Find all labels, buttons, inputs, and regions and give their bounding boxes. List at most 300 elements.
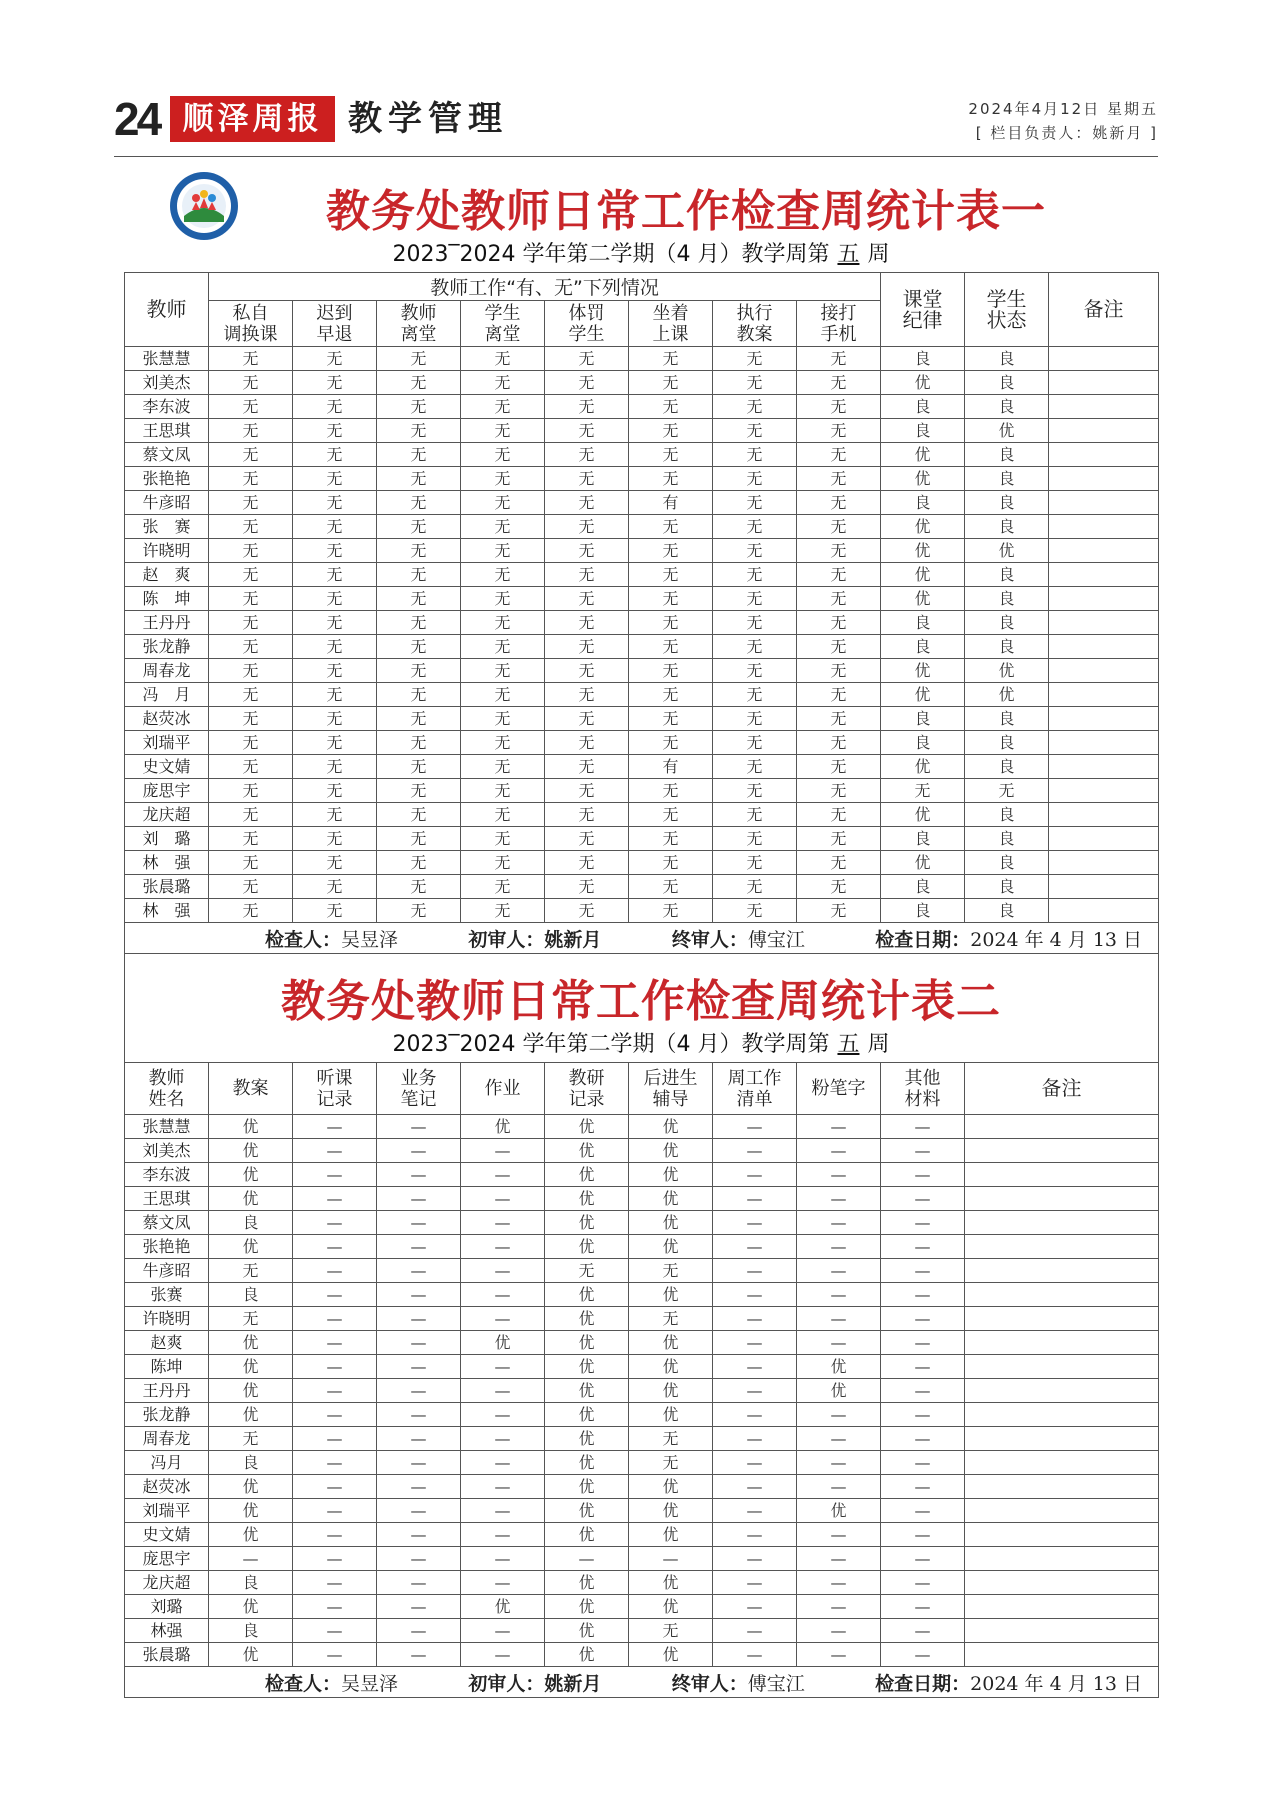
table-cell: — — [713, 1379, 797, 1403]
header-discipline-line1: 课堂 — [902, 286, 943, 311]
table-cell: 良 — [881, 707, 965, 731]
teacher-name: 刘璐 — [125, 1595, 209, 1619]
table-cell: 优 — [545, 1139, 629, 1163]
table-cell: 优 — [545, 1211, 629, 1235]
table-cell: 无 — [545, 467, 629, 491]
table-cell: 无 — [713, 635, 797, 659]
remark-cell — [965, 1643, 1159, 1667]
table-cell: — — [377, 1355, 461, 1379]
table-cell: 优 — [629, 1163, 713, 1187]
header-col-7 — [797, 1063, 881, 1115]
table-cell: 无 — [713, 611, 797, 635]
table-cell: — — [377, 1115, 461, 1139]
table-row — [125, 1547, 1159, 1571]
table-cell: 优 — [629, 1595, 713, 1619]
table-cell: 优 — [209, 1235, 293, 1259]
remark-cell — [1049, 659, 1159, 683]
teacher-name: 王丹丹 — [125, 1379, 209, 1403]
table-cell: — — [293, 1331, 377, 1355]
table-cell: 无 — [293, 851, 377, 875]
table-cell: 优 — [545, 1379, 629, 1403]
table-cell: — — [881, 1499, 965, 1523]
table-cell: 优 — [545, 1523, 629, 1547]
table-row — [125, 1475, 1159, 1499]
table-cell: 优 — [881, 515, 965, 539]
header-state-line2: 状态 — [986, 307, 1027, 332]
table-row — [125, 1355, 1159, 1379]
table-cell: — — [461, 1427, 545, 1451]
table-cell: — — [881, 1115, 965, 1139]
table-cell: 优 — [545, 1187, 629, 1211]
table-cell: — — [293, 1427, 377, 1451]
header-col-6 — [713, 301, 797, 347]
table-cell: — — [797, 1187, 881, 1211]
table-cell: 无 — [461, 731, 545, 755]
table-cell: — — [293, 1139, 377, 1163]
table-cell: — — [293, 1499, 377, 1523]
table-cell: 优 — [209, 1187, 293, 1211]
checker-name: 吴昱泽 — [341, 928, 399, 951]
table-cell: 无 — [713, 731, 797, 755]
table-cell: 无 — [461, 899, 545, 923]
table-row — [125, 1427, 1159, 1451]
table2-subtitle-prefix: 2023‾2024 学年第二学期（4 月）教学周第 — [392, 1032, 830, 1057]
teacher-name: 牛彦昭 — [125, 1259, 209, 1283]
table-cell: 无 — [545, 1259, 629, 1283]
teacher-name: 刘美杰 — [125, 371, 209, 395]
table-row — [125, 1139, 1159, 1163]
header-col-line: 后进生 — [643, 1067, 698, 1089]
table-cell: 优 — [629, 1643, 713, 1667]
table-cell: 优 — [209, 1355, 293, 1379]
table-cell: 无 — [209, 443, 293, 467]
table-cell: 优 — [461, 1331, 545, 1355]
table-cell: 优 — [629, 1379, 713, 1403]
teacher-name: 张慧慧 — [125, 347, 209, 371]
table-cell: 优 — [545, 1115, 629, 1139]
header-remark: 备注 — [965, 1063, 1159, 1115]
remark-cell — [1049, 491, 1159, 515]
table-cell: 无 — [377, 779, 461, 803]
table-cell: 无 — [461, 395, 545, 419]
table-cell: 无 — [713, 443, 797, 467]
table-cell: 良 — [965, 899, 1049, 923]
table-cell: 良 — [965, 491, 1049, 515]
table-cell: — — [881, 1619, 965, 1643]
remark-cell — [1049, 563, 1159, 587]
table-cell: 无 — [797, 395, 881, 419]
table-cell: 无 — [545, 779, 629, 803]
table-cell: 优 — [545, 1475, 629, 1499]
table-cell: — — [797, 1235, 881, 1259]
table2-title: 教务处教师日常工作检查周统计表二 — [281, 976, 1001, 1027]
table-cell: 优 — [209, 1139, 293, 1163]
table-cell: 无 — [713, 587, 797, 611]
table-cell: 无 — [545, 803, 629, 827]
table-cell: — — [377, 1499, 461, 1523]
header-col-line: 业务 — [400, 1067, 437, 1089]
table-cell: 无 — [377, 635, 461, 659]
table-cell: 无 — [209, 1427, 293, 1451]
table-cell: 无 — [545, 347, 629, 371]
table-cell: 良 — [881, 899, 965, 923]
table-cell: 优 — [629, 1403, 713, 1427]
table-cell: 无 — [797, 635, 881, 659]
table-cell: — — [713, 1283, 797, 1307]
remark-cell — [1049, 419, 1159, 443]
table-row — [125, 1163, 1159, 1187]
table-cell: 优 — [209, 1643, 293, 1667]
table-cell: 优 — [545, 1643, 629, 1667]
table-cell: 优 — [881, 803, 965, 827]
table-cell: 无 — [377, 467, 461, 491]
table-cell: 无 — [209, 779, 293, 803]
table-cell: 无 — [713, 827, 797, 851]
table-cell: — — [377, 1523, 461, 1547]
table-cell: 良 — [965, 827, 1049, 851]
table-cell: 无 — [461, 659, 545, 683]
remark-cell — [1049, 443, 1159, 467]
teacher-name: 张艳艳 — [125, 467, 209, 491]
table-cell: 无 — [797, 419, 881, 443]
table-cell: 无 — [965, 779, 1049, 803]
table-cell: — — [377, 1139, 461, 1163]
table-cell: 无 — [713, 467, 797, 491]
table-cell: — — [881, 1595, 965, 1619]
table2-week-number: 五 — [837, 1032, 860, 1057]
table-cell: 无 — [293, 899, 377, 923]
table-cell: 无 — [629, 827, 713, 851]
section-title: 教学管理 — [348, 99, 508, 139]
table-cell: — — [881, 1163, 965, 1187]
remark-cell — [965, 1547, 1159, 1571]
table-cell: — — [881, 1571, 965, 1595]
table-cell: — — [713, 1499, 797, 1523]
table-cell: — — [377, 1643, 461, 1667]
table-cell: 优 — [629, 1115, 713, 1139]
table-cell: 无 — [377, 515, 461, 539]
teacher-name: 龙庆超 — [125, 1571, 209, 1595]
table-cell: 无 — [545, 707, 629, 731]
table-cell: — — [293, 1475, 377, 1499]
remark-cell — [1049, 731, 1159, 755]
header-col-line: 手机 — [820, 323, 857, 345]
table-cell: 无 — [209, 563, 293, 587]
table-cell: 优 — [545, 1427, 629, 1451]
header-col-line: 教案 — [232, 1078, 269, 1099]
table-row — [125, 875, 1159, 899]
table-cell: 无 — [377, 659, 461, 683]
table1-subtitle-prefix: 2023‾2024 学年第二学期（4 月）教学周第 — [392, 242, 830, 267]
table-cell: 无 — [209, 587, 293, 611]
table-cell: — — [293, 1571, 377, 1595]
header-col-5 — [629, 1063, 713, 1115]
table-cell: 无 — [209, 755, 293, 779]
table-cell: — — [881, 1643, 965, 1667]
table-cell: 无 — [377, 419, 461, 443]
table-cell: — — [713, 1643, 797, 1667]
table-cell: 无 — [797, 587, 881, 611]
table-cell: 无 — [293, 755, 377, 779]
final-reviewer-label: 终审人： — [671, 928, 748, 951]
table-cell: 优 — [545, 1571, 629, 1595]
table-cell: 无 — [209, 395, 293, 419]
remark-cell — [1049, 683, 1159, 707]
table-cell: 良 — [881, 827, 965, 851]
table-cell: — — [797, 1595, 881, 1619]
table-row — [125, 563, 1159, 587]
header-col-line: 教案 — [736, 323, 773, 345]
table-cell: 无 — [293, 443, 377, 467]
header-teacher: 教师 — [125, 273, 209, 347]
header-col-1 — [293, 301, 377, 347]
table-cell: 无 — [293, 539, 377, 563]
remark-cell — [965, 1427, 1159, 1451]
header-col-2 — [377, 1063, 461, 1115]
header-col-line: 作业 — [484, 1078, 521, 1099]
table-row — [125, 1595, 1159, 1619]
table-cell: 良 — [965, 515, 1049, 539]
final-reviewer-name: 傅宝江 — [747, 928, 805, 951]
table-cell: — — [545, 1547, 629, 1571]
table-cell: 无 — [629, 1619, 713, 1643]
table-cell: 无 — [713, 899, 797, 923]
table-cell: — — [293, 1355, 377, 1379]
header-col-4 — [545, 1063, 629, 1115]
header-remark: 备注 — [1049, 273, 1159, 347]
table-cell: 无 — [629, 851, 713, 875]
table-cell: 优 — [209, 1379, 293, 1403]
header-col-line: 材料 — [904, 1088, 941, 1110]
table-cell: 无 — [797, 707, 881, 731]
table-cell: — — [881, 1283, 965, 1307]
table-cell: 无 — [629, 539, 713, 563]
table-cell: 无 — [797, 779, 881, 803]
remark-cell — [965, 1523, 1159, 1547]
teacher-name: 蔡文凤 — [125, 443, 209, 467]
table-row — [125, 827, 1159, 851]
table-cell: 无 — [293, 707, 377, 731]
table-cell: — — [461, 1187, 545, 1211]
table-cell: 良 — [965, 803, 1049, 827]
teacher-name: 庞思宇 — [125, 1547, 209, 1571]
table-cell: — — [461, 1235, 545, 1259]
teacher-name: 刘美杰 — [125, 1139, 209, 1163]
table1-subtitle — [124, 240, 1158, 270]
remark-cell — [965, 1595, 1159, 1619]
table-cell: 无 — [209, 347, 293, 371]
remark-cell — [965, 1355, 1159, 1379]
teacher-name: 蔡文凤 — [125, 1211, 209, 1235]
table-cell: 无 — [713, 707, 797, 731]
table-cell: — — [377, 1451, 461, 1475]
table-cell: 无 — [713, 419, 797, 443]
table-cell: — — [377, 1595, 461, 1619]
table-cell: — — [797, 1331, 881, 1355]
remark-cell — [965, 1331, 1159, 1355]
table-row — [125, 611, 1159, 635]
table-cell: — — [293, 1379, 377, 1403]
teacher-name: 王丹丹 — [125, 611, 209, 635]
table-cell: 良 — [881, 731, 965, 755]
table-cell: 无 — [545, 875, 629, 899]
table-cell: 无 — [209, 731, 293, 755]
table-cell: 良 — [965, 371, 1049, 395]
table-cell: 无 — [209, 683, 293, 707]
table-cell: 无 — [461, 611, 545, 635]
table-cell: — — [293, 1547, 377, 1571]
table-cell: 无 — [377, 539, 461, 563]
table-cell: 无 — [377, 443, 461, 467]
table-cell: 良 — [881, 395, 965, 419]
teacher-name: 张晨璐 — [125, 875, 209, 899]
table2-footer — [125, 1667, 1159, 1698]
table-cell: — — [377, 1235, 461, 1259]
final-reviewer-name: 傅宝江 — [747, 1672, 805, 1695]
table-cell: 无 — [293, 827, 377, 851]
header-col-line: 离堂 — [400, 323, 437, 345]
table-cell: 良 — [965, 443, 1049, 467]
paper-name-logo: 顺泽周报 — [170, 96, 335, 142]
table-cell: 优 — [545, 1307, 629, 1331]
table-cell: — — [881, 1475, 965, 1499]
table-cell: 无 — [209, 491, 293, 515]
table-row — [125, 899, 1159, 923]
table-cell: 无 — [797, 827, 881, 851]
table1-title: 教务处教师日常工作检查周统计表一 — [326, 186, 1046, 237]
table-row — [125, 1643, 1159, 1667]
table2-subtitle — [124, 1030, 1158, 1060]
table-cell: 优 — [629, 1571, 713, 1595]
table-cell: 无 — [293, 419, 377, 443]
remark-cell — [965, 1211, 1159, 1235]
remark-cell — [965, 1499, 1159, 1523]
table-cell: 无 — [545, 491, 629, 515]
teacher-name: 牛彦昭 — [125, 491, 209, 515]
table-cell: — — [713, 1307, 797, 1331]
table-cell: 无 — [461, 467, 545, 491]
table-row — [125, 635, 1159, 659]
teacher-name: 张赛 — [125, 1283, 209, 1307]
table-cell: 优 — [545, 1619, 629, 1643]
table-cell: 无 — [293, 347, 377, 371]
table-cell: — — [797, 1283, 881, 1307]
table-cell: — — [881, 1259, 965, 1283]
teacher-name: 许晓明 — [125, 539, 209, 563]
table-cell: 良 — [881, 419, 965, 443]
header-col-line: 早退 — [316, 323, 353, 345]
table-cell: 无 — [545, 371, 629, 395]
table-row — [125, 1283, 1159, 1307]
table-cell: 优 — [545, 1451, 629, 1475]
table-cell: — — [881, 1331, 965, 1355]
table-cell: 无 — [377, 731, 461, 755]
table-cell: 无 — [209, 803, 293, 827]
table-row — [125, 1211, 1159, 1235]
table-cell: 无 — [461, 371, 545, 395]
table-cell: 无 — [713, 875, 797, 899]
table-cell: 无 — [629, 635, 713, 659]
page-number: 24 — [114, 93, 160, 145]
table-cell: — — [713, 1403, 797, 1427]
table-cell: 无 — [377, 875, 461, 899]
masthead — [114, 92, 1158, 156]
table-cell: 良 — [965, 347, 1049, 371]
table-cell: 无 — [293, 467, 377, 491]
table-cell: — — [881, 1307, 965, 1331]
table-cell: 良 — [965, 755, 1049, 779]
table-cell: 无 — [629, 611, 713, 635]
table-cell: — — [713, 1139, 797, 1163]
teacher-name: 林 强 — [125, 851, 209, 875]
header-col-3 — [461, 1063, 545, 1115]
remark-cell — [1049, 635, 1159, 659]
table-cell: 优 — [209, 1523, 293, 1547]
table-cell: — — [797, 1163, 881, 1187]
table-row — [125, 851, 1159, 875]
table-cell: 无 — [461, 707, 545, 731]
table-cell: — — [461, 1139, 545, 1163]
remark-cell — [1049, 371, 1159, 395]
table-row — [125, 347, 1159, 371]
table-cell: 良 — [965, 587, 1049, 611]
table-cell: — — [377, 1427, 461, 1451]
table-cell: 无 — [629, 803, 713, 827]
table-cell: — — [377, 1475, 461, 1499]
table-row — [125, 1235, 1159, 1259]
table-cell: 无 — [545, 515, 629, 539]
table1-week-number: 五 — [837, 242, 860, 267]
header-classroom-discipline — [881, 273, 965, 347]
table-cell: — — [881, 1211, 965, 1235]
table-cell: 无 — [293, 803, 377, 827]
header-col-line: 体罚 — [568, 302, 605, 324]
teacher-name: 赵荧冰 — [125, 1475, 209, 1499]
first-reviewer-label: 初审人： — [468, 1672, 545, 1695]
table-cell: 无 — [629, 899, 713, 923]
header-divider — [114, 156, 1158, 157]
table-cell: 无 — [293, 515, 377, 539]
table-cell: — — [377, 1403, 461, 1427]
table-cell: 无 — [713, 371, 797, 395]
table-cell: 无 — [629, 1427, 713, 1451]
table-cell: — — [461, 1355, 545, 1379]
table-cell: 无 — [377, 683, 461, 707]
table-cell: 无 — [545, 419, 629, 443]
table-cell: 优 — [461, 1595, 545, 1619]
table-cell: 无 — [797, 683, 881, 707]
table-cell: — — [881, 1403, 965, 1427]
table-cell: 无 — [797, 347, 881, 371]
table-cell: — — [713, 1523, 797, 1547]
table-cell: — — [629, 1547, 713, 1571]
header-col-line: 其他 — [904, 1067, 941, 1089]
teacher-name: 王思琪 — [125, 419, 209, 443]
table-cell: — — [293, 1403, 377, 1427]
teacher-name: 冯 月 — [125, 683, 209, 707]
table-cell: 无 — [713, 563, 797, 587]
table-cell: — — [797, 1475, 881, 1499]
table-cell: — — [461, 1403, 545, 1427]
table-cell: — — [461, 1307, 545, 1331]
table-cell: — — [461, 1619, 545, 1643]
table-row — [125, 1451, 1159, 1475]
table-row — [125, 395, 1159, 419]
remark-cell — [965, 1139, 1159, 1163]
table-cell: 优 — [881, 659, 965, 683]
table-cell: — — [713, 1163, 797, 1187]
table-cell: 无 — [209, 1307, 293, 1331]
